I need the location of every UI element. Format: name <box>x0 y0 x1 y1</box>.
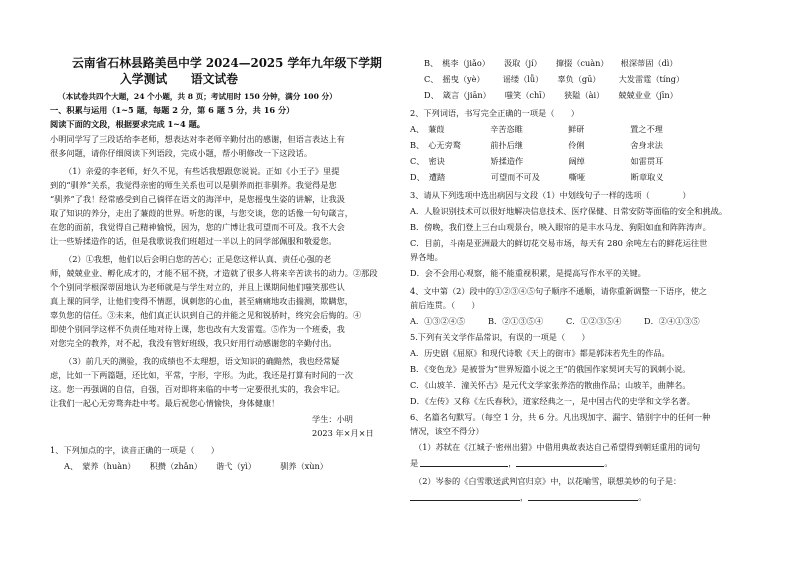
letter-line: 个个别同学根深蒂固地认为老师就是与学生对立的，并且上课期间他们嗤笑那些认 <box>50 282 345 292</box>
q5-option-line: D．《左传》又称《左氏春秋》，道家经典之一，是中国古代的史学和文学名著。 <box>410 396 695 406</box>
letter-line: 这。您一再强调的自信，自强，百对即将来临的中考一定要很扎实的，我会牢记。 <box>50 384 345 394</box>
letter-line: 在您的面前，我觉得自己精神愉悦，因为，您的广博让我可望而不可及。我不大会 <box>50 222 345 232</box>
q4-stem: 4、文中第（2）段中的①②③④⑤句子顺序不通顺，请你重新调整一下语序，使之 <box>410 286 707 296</box>
answer-blank[interactable] <box>420 458 508 467</box>
q1-option-a: A、 蒙养（huàn） 积攒（zhǎn） 谐弋（yì） 驯养（xùn） <box>64 461 328 471</box>
q4-options: A．①③②④⑤ B．②①③⑤④ C．①②③⑤④ D．②④①③⑤ <box>410 316 700 326</box>
exam-subtitle: （本试卷共四个大题，24 个小题，共 8 页；考试用时 150 分钟，满分 100 分） <box>58 92 337 101</box>
letter-signature: 学生：小明 <box>312 414 353 424</box>
q5-option-line: C．《山坡羊．潼关怀古》是元代文学家张养浩的散曲作品；山坡羊，曲牌名。 <box>410 380 691 390</box>
q1-option-b: B、 桃李（jiǎo） 汲取（jí） 撺掇（cuàn） 根深蒂固（dì） <box>424 58 678 68</box>
q2-option-b: B、 心无旁鹜 前扑后继 伶俐 舍身求法 <box>410 140 663 150</box>
letter-line: （1）亲爱的李老师，好久不见，有些话我想跟您说说。正如《小王子》里提 <box>64 166 340 176</box>
letter-line: 真上课的同学，让他们变得不情愿，讽刺您的心血，甚至痛痛地攻击揣测，欺瞒您， <box>50 296 353 306</box>
q5-option-line: B．《变色龙》是被誉为“世界短篇小说之王”的俄国作家契诃夫写的讽刺小说。 <box>410 364 691 374</box>
q3-option-line: D．会不会用心观察，能不能重视积累，是提高写作水平的关键。 <box>410 268 646 278</box>
letter-line: 很多问题，请你仔细阅读下列语段，完成小题，帮小明修改一下这段话。 <box>50 148 313 158</box>
q3-option-line: C．目前，斗南是亚洲最大的鲜切花交易市场，每天有 280 余吨左右的鲜花运往世 <box>410 238 708 248</box>
letter-line: 虑，比如一下两篇题，还比如，平常，字形，字形。为此，我还是打算有时间的一次 <box>50 370 353 380</box>
q3-stem: 3、请从下列选项中选出病因与文段（1）中划线句子一样的选项（ ） <box>410 190 691 200</box>
q6-sub2: （2）岑参的《白雪歌送武判官归京》中，以花喻雪，联想美妙的句子是： <box>414 476 682 486</box>
answer-blank[interactable] <box>516 458 604 467</box>
q1-option-c: C、 摇曳（yè） 谣缕（lǚ） 辜负（gū） 大发雷霆（tíng） <box>424 74 685 84</box>
letter-line: 辜负您的信任。③未来，他们真正认识到自己的并能之见和锐骄时，终究会后悔的。④ <box>50 310 362 320</box>
letter-line: （3）前几天的测验，我的成绩也不太理想，语文知识的确黯然，我也经常疑 <box>64 356 340 366</box>
q6-sub2-answer: ， 。 <box>410 492 646 503</box>
q3-option-line: A．人脸识别技术可以很好地解决信息技术、医疗保健、日常安防等面临的安全和挑战。 <box>410 206 728 216</box>
letter-line: 到的“驯养”关系，我觉得亲密的师生关系也可以是驯养而拒非驯养。我觉得是您 <box>50 180 337 190</box>
letter-line: 小明同学写了三段话给李老师，想表达对李老师辛勤付出的感谢，但语言表达上有 <box>50 134 345 144</box>
letter-line: 师，兢兢业业、孵化成才的，才能不屈不挠，才造就了很多人将来辛苦读书的动力。②那段 <box>50 268 378 278</box>
letter-line: 取了知识的养分，走出了蒹葭的世界。听您的课，与您交谈，您的话像一句句箴言， <box>50 208 353 218</box>
q6-sub1: （1）苏轼在《江城子·密州出猎》中借用典故表达自己希望得到朝廷重用的词句 <box>414 442 701 452</box>
letter-date: 2023 年×月×日 <box>312 428 374 438</box>
q4-stem-cont: 前后连贯。（ ） <box>410 300 480 310</box>
letter-line: （2）①我想，他们以后会明白您的苦心；正是您这样认真、责任心强的老 <box>64 254 332 264</box>
letter-line: “驯养”了我！经常感受到自己徜徉在语文的海洋中，是您摇曳生姿的讲解，让我汲 <box>50 194 345 204</box>
letter-line: 让一些矫揉造作的话，但是我歌说我们班超过一半以上的同学部佩服和敬爱您。 <box>50 236 337 246</box>
section-heading: 一、积累与运用（1~5 题，每题 2 分，第 6 题 5 分，共 16 分） <box>50 105 295 115</box>
q3-option-line: B．傍晚，我们登上三台山观景台，映入眼帘的是丰水马龙、狗阳如血和阵阵涛声。 <box>410 222 711 232</box>
q5-option-line: A．历史剧《屈原》和现代诗歌《天上的街市》都是郭沫若先生的作品。 <box>410 348 670 358</box>
letter-line: 让我们一起心无旁骛奔赴中考。最后祝您心情愉快，身体健康！ <box>50 398 280 408</box>
q5-stem: 5.下列有关文学作品常识，有误的一项是（ ） <box>410 332 590 342</box>
q1-option-d: D、 箴言（jiān） 嗤笑（chī） 狭隘（ài） 兢兢业业（jīn） <box>424 90 678 100</box>
section-instruction: 阅读下面的文段，根据要求完成 1~4 题。 <box>50 119 205 129</box>
answer-blank[interactable] <box>528 492 638 501</box>
letter-line: 即使个别同学这样不负责任地对待上课，您也改有大发雷霆。⑤作为一个班委，我 <box>50 324 345 334</box>
q6-stem: 6、名篇名句默写。（每空 1 分，共 6 分。凡出现加字、漏字、错别字中的任何一种 <box>410 412 711 422</box>
q2-option-d: D、 遭踏 可望而不可及 嘶哑 断章取义 <box>410 172 664 182</box>
letter-line: 对您完全的教养，对不起，我没有管好班级，我只好用行动感谢您的辛勤付出。 <box>50 338 337 348</box>
exam-title-line2: 入学测试 语文试卷 <box>120 72 238 86</box>
q6-stem-cont: 情况，该空不得分） <box>410 426 484 436</box>
q1-stem: 1、下列加点的字，读音正确的一项是（ ） <box>50 445 219 455</box>
q2-stem: 2、下列词语，书写完全正确的一项是（ ） <box>410 108 579 118</box>
q2-option-a: A、 蒹葭 辛苦恣睢 鲜研 置之不理 <box>410 124 663 134</box>
q3-option-line: 界各地。 <box>410 252 443 262</box>
q6-sub1-answer: 是 ， 。 <box>410 458 613 468</box>
exam-title-line1: 云南省石林县路美邑中学 2024—2025 学年九年级下学期 <box>72 56 382 70</box>
q2-option-c: C、 密诀 矫揉造作 阔绰 如雷贯耳 <box>410 156 664 166</box>
answer-blank[interactable] <box>410 492 520 501</box>
